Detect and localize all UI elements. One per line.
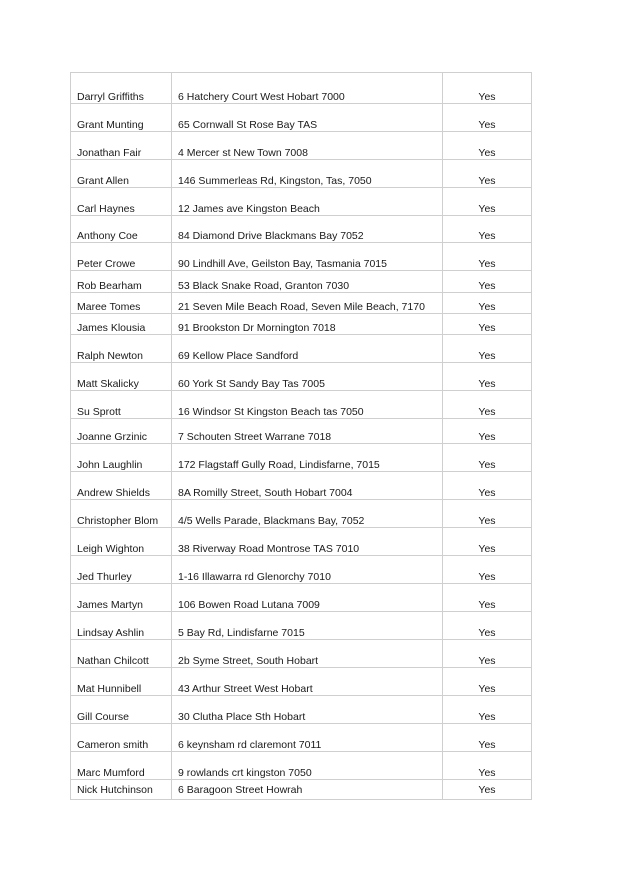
respondent-table-body [71, 73, 532, 800]
table-row [71, 335, 532, 363]
name-cell: Grant Allen [71, 160, 172, 188]
address-cell: 6 keynsham rd claremont 7011 [172, 724, 443, 752]
table-row [71, 391, 532, 419]
name-cell: Jonathan Fair [71, 132, 172, 160]
name-cell: Cameron smith [71, 724, 172, 752]
response-cell: Yes [443, 271, 532, 293]
table-row [71, 556, 532, 584]
name-cell: Jed Thurley [71, 556, 172, 584]
table-row [71, 73, 532, 104]
name-cell: Anthony Coe [71, 216, 172, 243]
response-cell: Yes [443, 419, 532, 444]
table-row [71, 612, 532, 640]
respondent-table [70, 72, 532, 800]
response-cell: Yes [443, 314, 532, 335]
response-cell: Yes [443, 293, 532, 314]
address-cell: 69 Kellow Place Sandford [172, 335, 443, 363]
name-cell: James Klousia [71, 314, 172, 335]
table-row [71, 104, 532, 132]
address-cell: 2b Syme Street, South Hobart [172, 640, 443, 668]
response-cell: Yes [443, 132, 532, 160]
address-cell: 38 Riverway Road Montrose TAS 7010 [172, 528, 443, 556]
address-cell: 4 Mercer st New Town 7008 [172, 132, 443, 160]
name-cell: Marc Mumford [71, 752, 172, 780]
name-cell: Carl Haynes [71, 188, 172, 216]
address-cell: 91 Brookston Dr Mornington 7018 [172, 314, 443, 335]
address-cell: 6 Hatchery Court West Hobart 7000 [172, 73, 443, 104]
table-row [71, 780, 532, 800]
address-cell: 65 Cornwall St Rose Bay TAS [172, 104, 443, 132]
response-cell: Yes [443, 216, 532, 243]
response-cell: Yes [443, 696, 532, 724]
table-row [71, 271, 532, 293]
table-row [71, 216, 532, 243]
table-row [71, 584, 532, 612]
address-cell: 4/5 Wells Parade, Blackmans Bay, 7052 [172, 500, 443, 528]
table-row [71, 724, 532, 752]
name-cell: Gill Course [71, 696, 172, 724]
response-cell: Yes [443, 556, 532, 584]
name-cell: Rob Bearham [71, 271, 172, 293]
table-row [71, 668, 532, 696]
response-cell: Yes [443, 668, 532, 696]
table-row [71, 293, 532, 314]
table-row [71, 500, 532, 528]
name-cell: Matt Skalicky [71, 363, 172, 391]
name-cell: Grant Munting [71, 104, 172, 132]
name-cell: Su Sprott [71, 391, 172, 419]
name-cell: Ralph Newton [71, 335, 172, 363]
name-cell: Nathan Chilcott [71, 640, 172, 668]
table-row [71, 188, 532, 216]
name-cell: James Martyn [71, 584, 172, 612]
response-cell: Yes [443, 73, 532, 104]
name-cell: Christopher Blom [71, 500, 172, 528]
table-row [71, 419, 532, 444]
address-cell: 30 Clutha Place Sth Hobart [172, 696, 443, 724]
table-row [71, 243, 532, 271]
address-cell: 5 Bay Rd, Lindisfarne 7015 [172, 612, 443, 640]
address-cell: 7 Schouten Street Warrane 7018 [172, 419, 443, 444]
table-row [71, 160, 532, 188]
table-row [71, 132, 532, 160]
response-cell: Yes [443, 640, 532, 668]
table-row [71, 472, 532, 500]
address-cell: 16 Windsor St Kingston Beach tas 7050 [172, 391, 443, 419]
name-cell: Peter Crowe [71, 243, 172, 271]
response-cell: Yes [443, 391, 532, 419]
response-cell: Yes [443, 752, 532, 780]
response-cell: Yes [443, 363, 532, 391]
table-row [71, 752, 532, 780]
address-cell: 60 York St Sandy Bay Tas 7005 [172, 363, 443, 391]
response-cell: Yes [443, 724, 532, 752]
address-cell: 43 Arthur Street West Hobart [172, 668, 443, 696]
name-cell: Lindsay Ashlin [71, 612, 172, 640]
response-cell: Yes [443, 528, 532, 556]
name-cell: Darryl Griffiths [71, 73, 172, 104]
table-row [71, 314, 532, 335]
response-cell: Yes [443, 188, 532, 216]
response-cell: Yes [443, 243, 532, 271]
address-cell: 84 Diamond Drive Blackmans Bay 7052 [172, 216, 443, 243]
name-cell: Maree Tomes [71, 293, 172, 314]
address-cell: 12 James ave Kingston Beach [172, 188, 443, 216]
response-cell: Yes [443, 612, 532, 640]
name-cell: John Laughlin [71, 444, 172, 472]
address-cell: 146 Summerleas Rd, Kingston, Tas, 7050 [172, 160, 443, 188]
name-cell: Leigh Wighton [71, 528, 172, 556]
response-cell: Yes [443, 472, 532, 500]
address-cell: 9 rowlands crt kingston 7050 [172, 752, 443, 780]
address-cell: 8A Romilly Street, South Hobart 7004 [172, 472, 443, 500]
name-cell: Joanne Grzinic [71, 419, 172, 444]
response-cell: Yes [443, 780, 532, 800]
response-cell: Yes [443, 584, 532, 612]
table-row [71, 363, 532, 391]
address-cell: 21 Seven Mile Beach Road, Seven Mile Beach, 7170 [172, 293, 443, 314]
address-cell: 90 Lindhill Ave, Geilston Bay, Tasmania 7015 [172, 243, 443, 271]
table-row [71, 528, 532, 556]
table-row [71, 696, 532, 724]
address-cell: 53 Black Snake Road, Granton 7030 [172, 271, 443, 293]
response-cell: Yes [443, 335, 532, 363]
address-cell: 6 Baragoon Street Howrah [172, 780, 443, 800]
table-row [71, 640, 532, 668]
response-cell: Yes [443, 444, 532, 472]
address-cell: 172 Flagstaff Gully Road, Lindisfarne, 7015 [172, 444, 443, 472]
table-row [71, 444, 532, 472]
response-cell: Yes [443, 160, 532, 188]
address-cell: 106 Bowen Road Lutana 7009 [172, 584, 443, 612]
response-cell: Yes [443, 500, 532, 528]
name-cell: Nick Hutchinson [71, 780, 172, 800]
name-cell: Mat Hunnibell [71, 668, 172, 696]
response-cell: Yes [443, 104, 532, 132]
name-cell: Andrew Shields [71, 472, 172, 500]
address-cell: 1-16 Illawarra rd Glenorchy 7010 [172, 556, 443, 584]
